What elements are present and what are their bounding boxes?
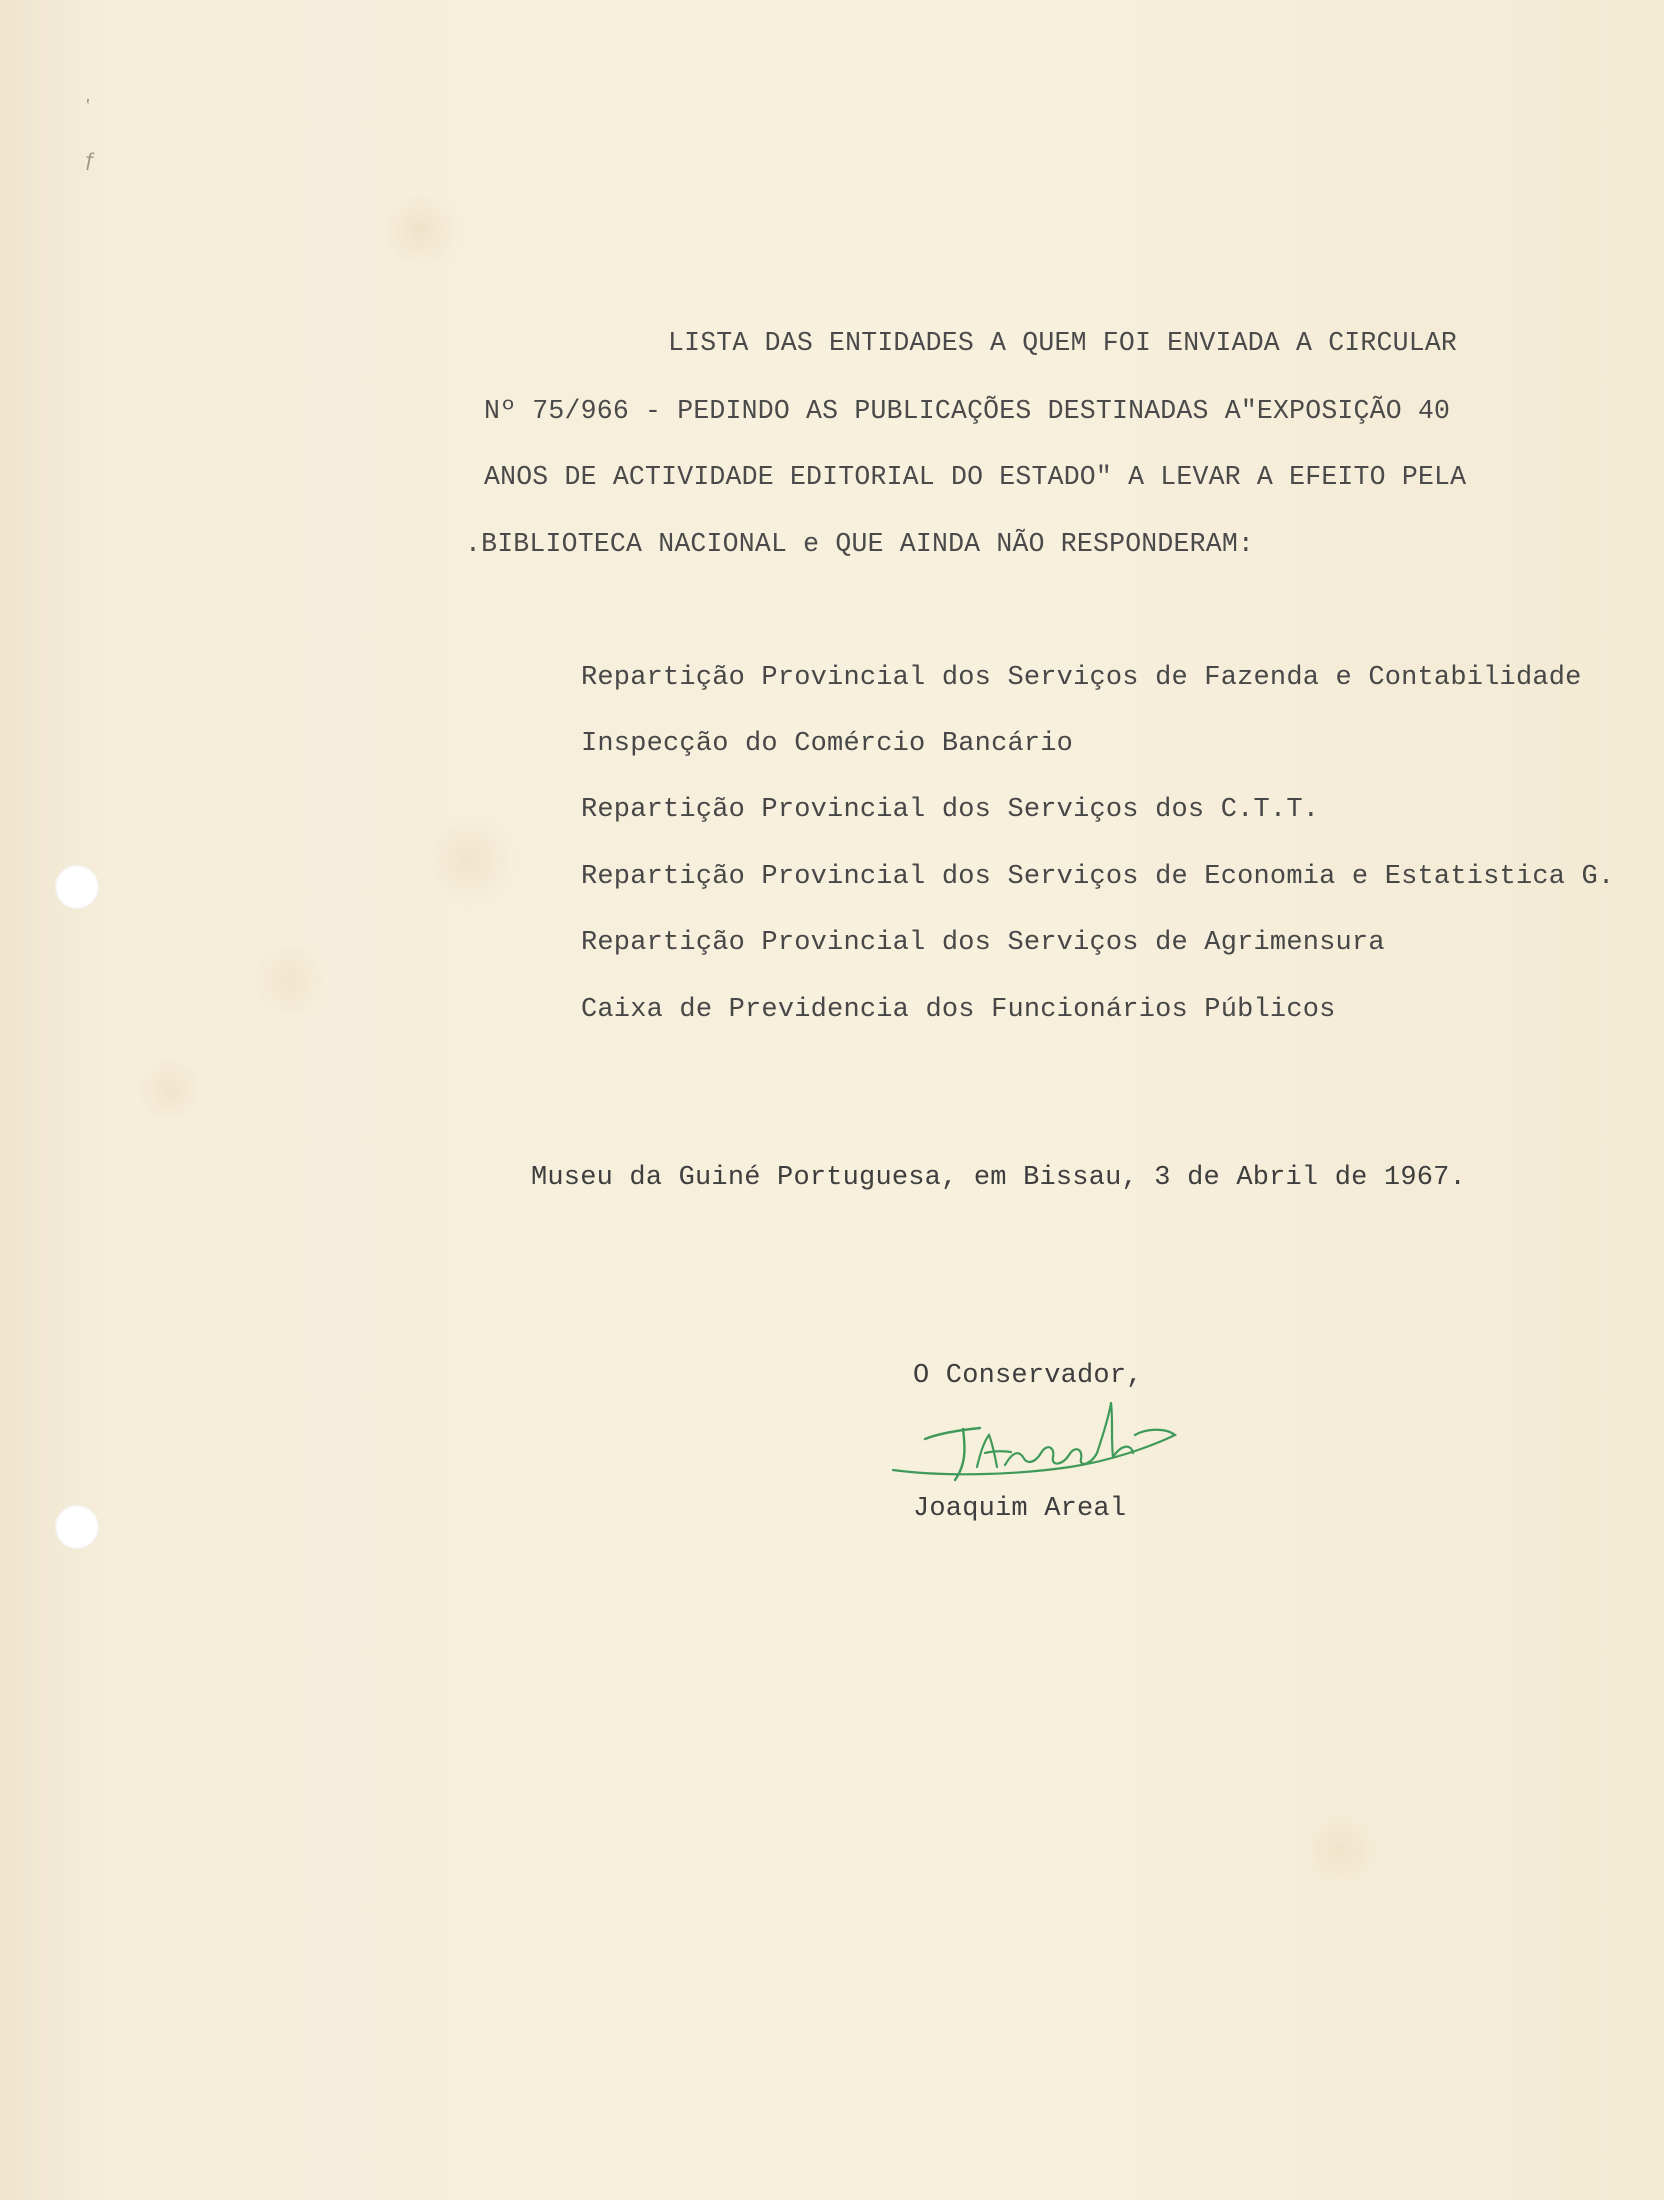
entity-item: Repartição Provincial dos Serviços de Agrimensura: [581, 928, 1385, 958]
handwritten-signature: [885, 1395, 1185, 1505]
heading-line-4: .BIBLIOTECA NACIONAL e QUE AINDA NÃO RESPONDERAM:: [465, 529, 1255, 559]
entity-item: Inspecção do Comércio Bancário: [581, 729, 1074, 759]
margin-mark: ƒ: [84, 150, 97, 173]
heading-line-2: Nº 75/966 - PEDINDO AS PUBLICAÇÕES DESTINADAS A"EXPOSIÇÃO 40: [484, 396, 1451, 426]
heading-line-3: ANOS DE ACTIVIDADE EDITORIAL DO ESTADO" A LEVAR A EFEITO PELA: [484, 462, 1467, 492]
heading-line-1: LISTA DAS ENTIDADES A QUEM FOI ENVIADA A CIRCULAR: [668, 328, 1458, 358]
signatory-name: Joaquim Areal: [913, 1494, 1127, 1524]
punch-hole-bottom: [55, 1505, 99, 1549]
punch-hole-top: [55, 865, 99, 909]
entity-item: Repartição Provincial dos Serviços de Fazenda e Contabilidade: [581, 663, 1582, 693]
signatory-role: O Conservador,: [913, 1361, 1143, 1391]
entity-item: Repartição Provincial dos Serviços de Economia e Estatistica G.: [581, 862, 1615, 892]
margin-mark: ʽ: [82, 98, 95, 121]
entity-item: Caixa de Previdencia dos Funcionários Públicos: [581, 995, 1336, 1025]
place-date: Museu da Guiné Portuguesa, em Bissau, 3 de Abril de 1967.: [531, 1163, 1466, 1193]
entity-item: Repartição Provincial dos Serviços dos C.T.T.: [581, 795, 1320, 825]
